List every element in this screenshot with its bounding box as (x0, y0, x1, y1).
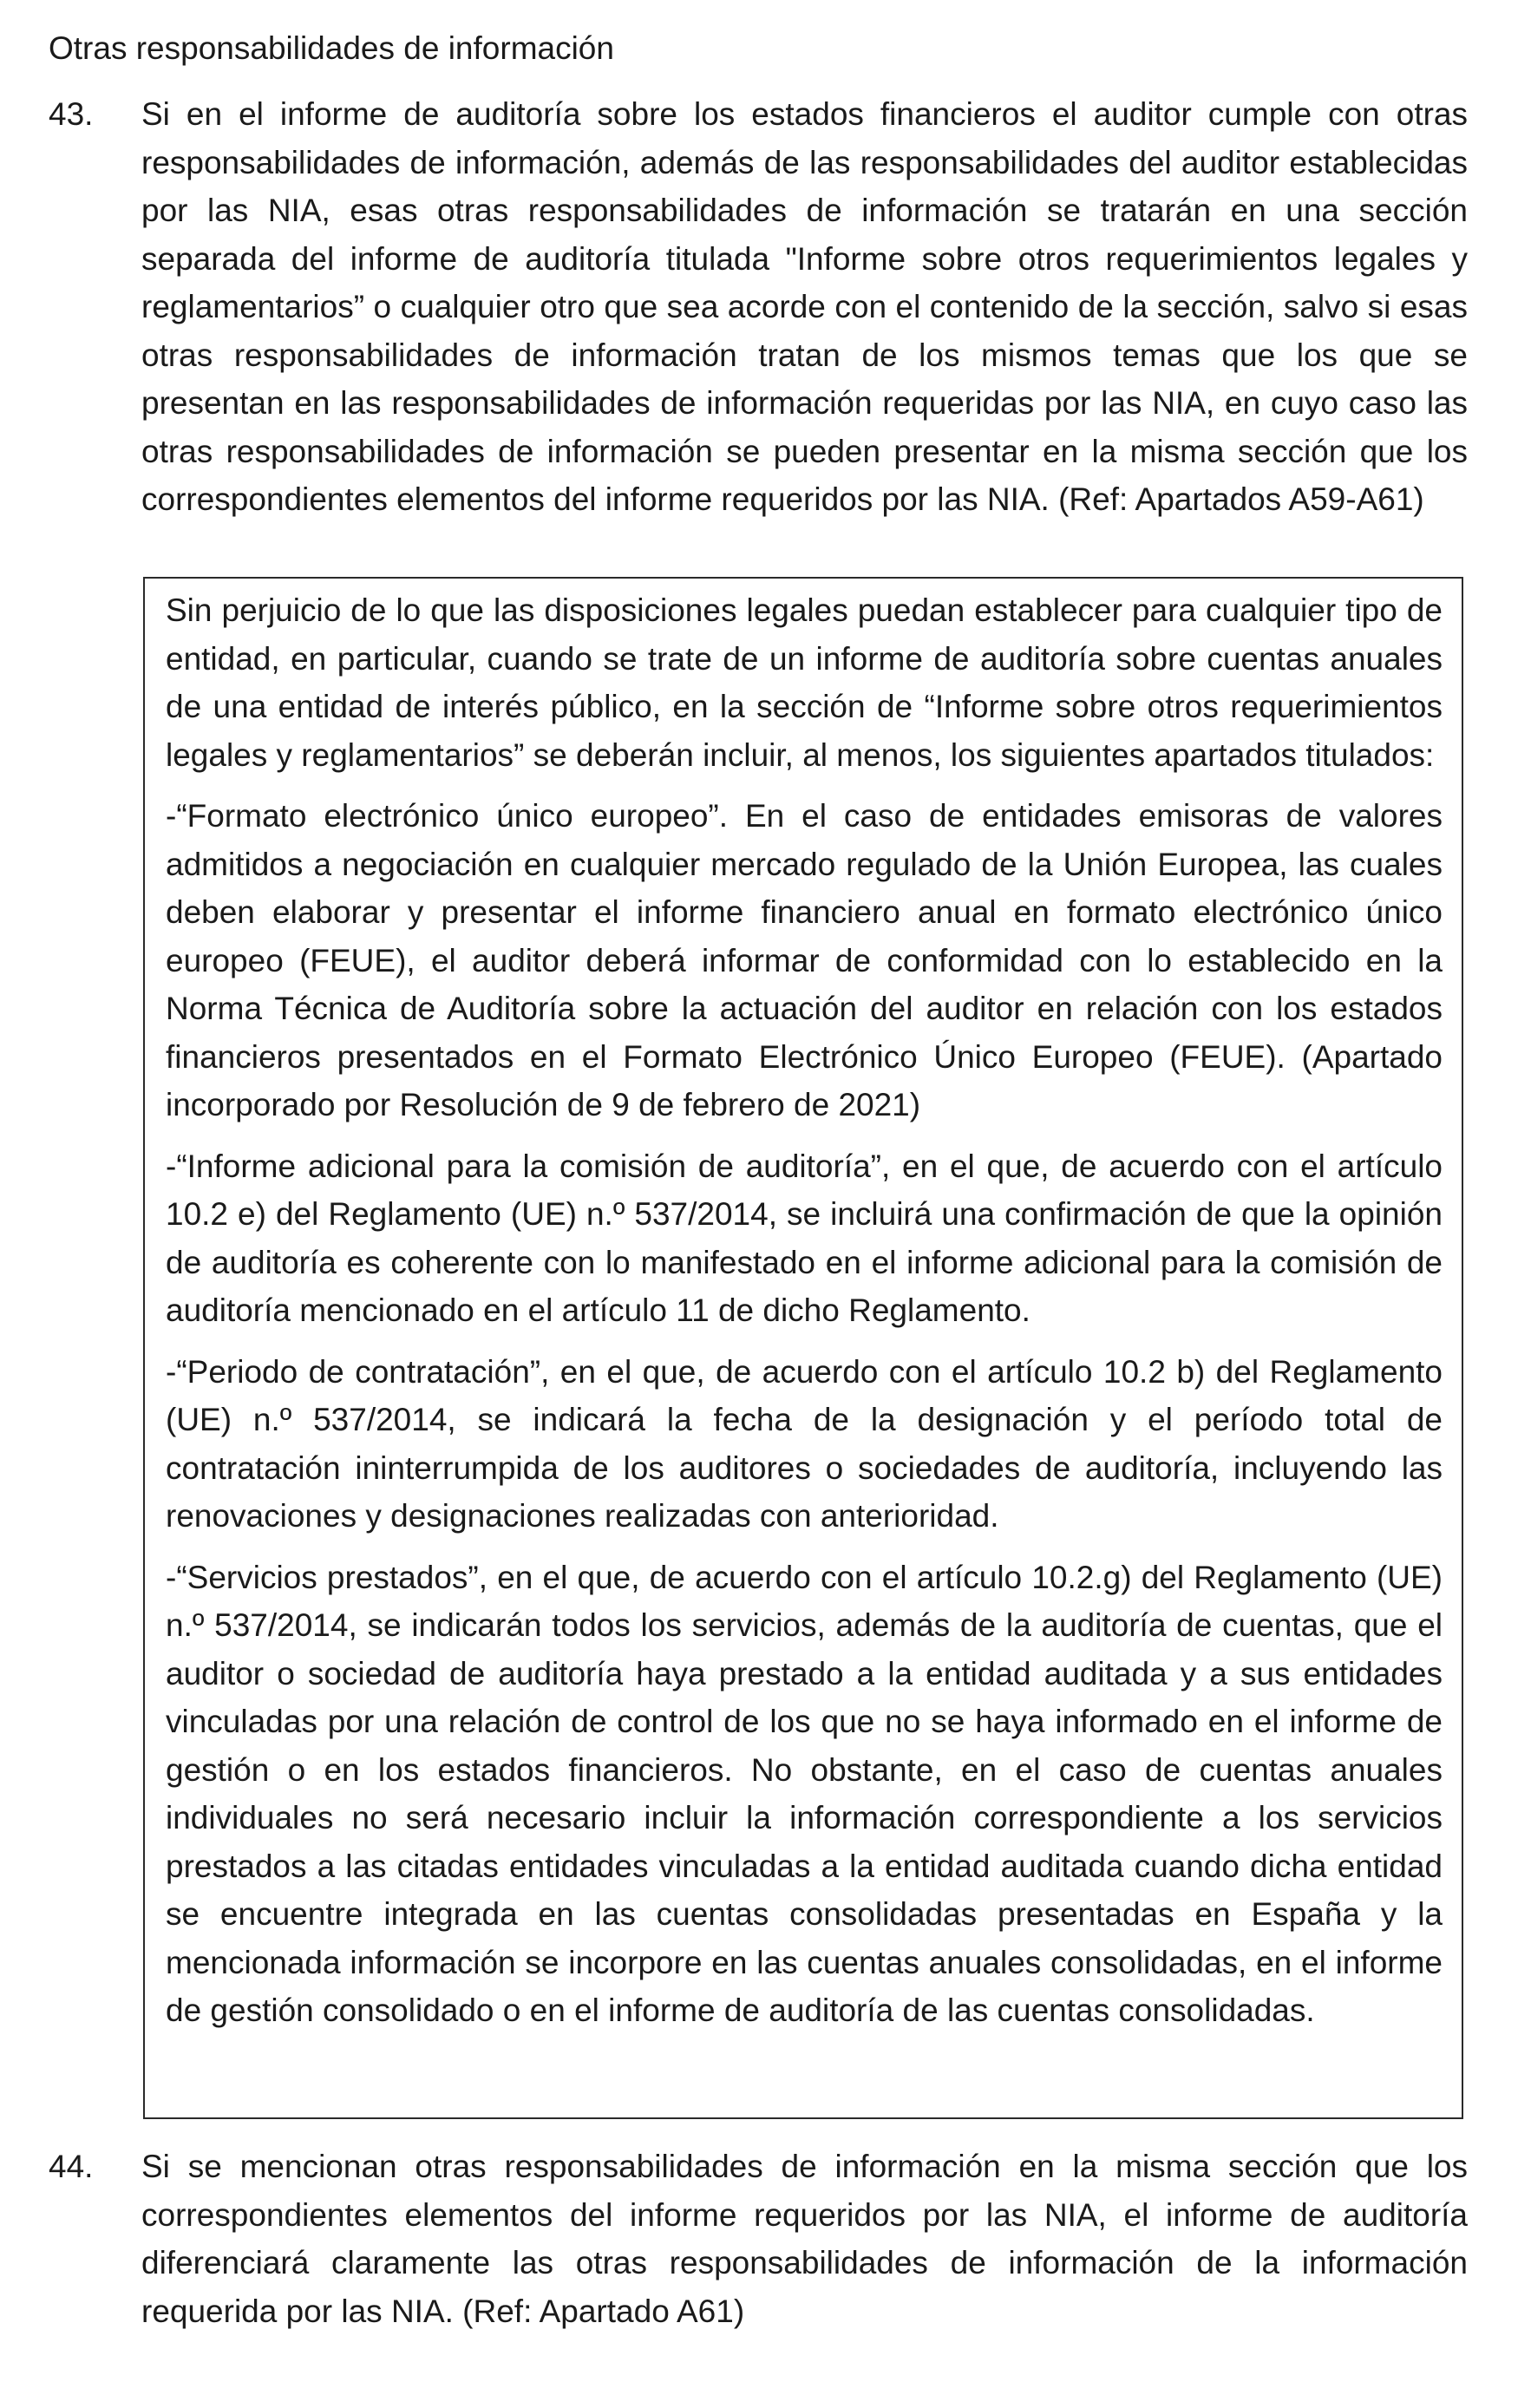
box-item-feue: -“Formato electrónico único europeo”. En el caso de entidades emisoras de valores admitidos a negociación en cualquier mercado regulado de la Unión Europea, las cuales deben elaborar y presentar el informe financiero anual en formato electrónico único europeo (FEUE), el auditor deberá informar de conformidad con lo establecido en la Norma Técnica de Auditoría sobre la actuación del auditor en relación con los estados financieros presentados en el Formato Electrónico Único Europeo (FEUE). (Apartado incorporado por Resolución de 9 de febrero de 2021) (166, 798, 1443, 1122)
box-item-periodo-contratacion: -“Periodo de contratación”, en el que, de acuerdo con el artículo 10.2 b) del Reglamento (UE) n.º 537/2014, se indicará la fecha de la designación y el período total de contratación ininterrumpida de los auditores o sociedades de auditoría, incluyendo las renovaciones y designaciones realizadas con anterioridad. (166, 1353, 1443, 1534)
numbered-paragraph-43 (49, 90, 1468, 524)
paragraph-text: Si se mencionan otras responsabilidades de información en la misma sección que los correspondientes elementos del informe requeridos por las NIA, el informe de auditoría diferenciará claramente las otras responsabilidades de información de la información requerida por las NIA. (Ref: Apartado A61) (141, 2149, 1468, 2329)
section-heading: Otras responsabilidades de información (49, 30, 614, 66)
boxed-note (143, 577, 1463, 2119)
box-intro-paragraph: Sin perjuicio de lo que las disposiciones legales puedan establecer para cualquier tipo de entidad, en particular, cuando se trate de un informe de auditoría sobre cuentas anuales de una entidad de interés público, en la sección de “Informe sobre otros requerimientos legales y reglamentarios” se deberán incluir, al menos, los siguientes apartados titulados: (166, 592, 1443, 773)
numbered-paragraph-44 (49, 2143, 1468, 2335)
box-item-informe-adicional: -“Informe adicional para la comisión de auditoría”, en el que, de acuerdo con el artículo 10.2 e) del Reglamento (UE) n.º 537/2014, se incluirá una confirmación de que la opinión de auditoría es coherente con lo manifestado en el informe adicional para la comisión de auditoría mencionado en el artículo 11 de dicho Reglamento. (166, 1148, 1443, 1328)
paragraph-number: 44. (49, 2149, 94, 2184)
box-item-servicios-prestados: -“Servicios prestados”, en el que, de acuerdo con el artículo 10.2.g) del Reglamento (UE) n.º 537/2014, se indicarán todos los servicios, además de la auditoría de cuentas, que el auditor o sociedad de auditoría haya prestado a la entidad auditada y a sus entidades vinculadas por una relación de control de los que no se haya informado en el informe de gestión o en los estados financieros. No obstante, en el caso de cuentas anuales individuales no será necesario incluir la información correspondiente a los servicios prestados a las citadas entidades vinculadas a la entidad auditada cuando dicha entidad se encuentre integrada en las cuentas consolidadas presentadas en España y la mencionada información se incorpore en las cuentas anuales consolidadas, en el informe de gestión consolidado o en el informe de auditoría de las cuentas consolidadas. (166, 1559, 1443, 2028)
paragraph-text: Si en el informe de auditoría sobre los estados financieros el auditor cumple con otras responsabilidades de información, además de las responsabilidades del auditor establecidas por las NIA, esas otras responsabilidades de información se tratarán en una sección separada del informe de auditoría titulada "Informe sobre otros requerimientos legales y reglamentarios” o cualquier otro que sea acorde con el contenido de la sección, salvo si esas otras responsabilidades de información tratan de los mismos temas que los que se presentan en las responsabilidades de información requeridas por las NIA, en cuyo caso las otras responsabilidades de información se pueden presentar en la misma sección que los correspondientes elementos del informe requeridos por las NIA. (Ref: Apartados A59-A61) (141, 96, 1468, 517)
paragraph-number: 43. (49, 96, 94, 132)
